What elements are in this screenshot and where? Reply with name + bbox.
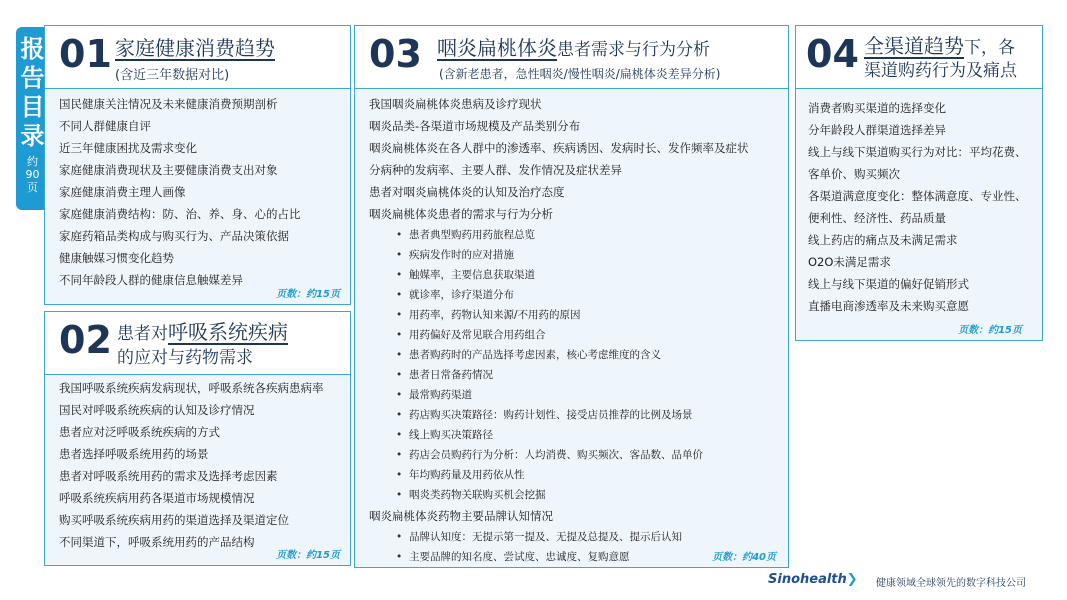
tab-char-4: 录 [20, 122, 45, 150]
list-item: 家庭药箱品类构成与购买行为、产品决策依据 [59, 229, 289, 243]
list-item: 咽炎扁桃体炎药物主要品牌认知情况 [369, 509, 553, 523]
list-subitem: • 主要品牌的知名度、尝试度、忠诚度、复购意愿 [355, 547, 788, 567]
section-03-pages: 页数：约40页 [712, 552, 776, 563]
list-item: 便利性、经济性、药品质量 [808, 211, 946, 225]
list-item: 家庭健康消费现状及主要健康消费支出对象 [59, 163, 278, 177]
section-04-header [796, 26, 1042, 88]
list-subitem: • 用药偏好及常见联合用药组合 [355, 325, 788, 345]
section-04-title: 全渠道趋势下，各 [864, 34, 1015, 58]
list-item: 患者选择呼吸系统用药的场景 [59, 447, 209, 461]
list-item: 近三年健康困扰及需求变化 [59, 141, 197, 155]
list-item: 呼吸系统疾病用药各渠道市场规模情况 [59, 491, 255, 505]
section-02-title-line2: 的应对与药物需求 [117, 348, 253, 368]
section-02-card [44, 311, 351, 566]
section-01-pages: 页数：约15页 [276, 289, 340, 300]
list-item: 我国咽炎扁桃体炎患病及诊疗现状 [369, 97, 542, 111]
section-01-card [44, 25, 351, 305]
list-item: 线上药店的痛点及未满足需求 [808, 233, 958, 247]
list-subitem: • 药店会员购药行为分析：人均消费、购买频次、客品数、品单价 [355, 445, 788, 465]
tab-char-3: 目 [20, 93, 45, 121]
sinohealth-logo: Sinohealth❯ [768, 572, 858, 587]
list-subitem: • 患者典型购药用药旅程总览 [355, 225, 788, 245]
list-item: 分年龄段人群渠道选择差异 [808, 123, 946, 137]
tab-char-1: 报 [20, 35, 45, 63]
section-01-number: 01 [59, 32, 112, 76]
list-item: O2O未满足需求 [808, 255, 891, 269]
list-item: 不同年龄段人群的健康信息触媒差异 [59, 273, 243, 287]
list-item: 咽炎扁桃体炎在各人群中的渗透率、疾病诱因、发病时长、发作频率及症状 [369, 141, 749, 155]
list-item: 购买呼吸系统疾病用药的渠道选择及渠道定位 [59, 513, 289, 527]
section-03-subtitle: (含新老患者，急性咽炎/慢性咽炎/扁桃体炎差异分析) [439, 67, 721, 81]
list-item: 患者应对泛呼吸系统疾病的方式 [59, 425, 220, 439]
section-02-header [45, 312, 350, 374]
list-item: 咽炎扁桃体炎患者的需求与行为分析 [369, 207, 553, 221]
list-item: 患者对呼吸系统用药的需求及选择考虑因素 [59, 469, 278, 483]
list-item: 不同渠道下，呼吸系统用药的产品结构 [59, 535, 255, 549]
list-item: 不同人群健康自评 [59, 119, 151, 133]
section-03-title: 咽炎扁桃体炎患者需求与行为分析 [437, 36, 710, 60]
list-subitem: • 最常购药渠道 [355, 385, 788, 405]
list-subitem: • 年均购药量及用药依从性 [355, 465, 788, 485]
section-01-subtitle: (含近三年数据对比) [115, 68, 230, 83]
list-item: 患者对咽炎扁桃体炎的认知及治疗态度 [369, 185, 565, 199]
logo-chevron-icon: ❯ [846, 572, 858, 587]
list-item: 家庭健康消费结构：防、治、养、身、心的占比 [59, 207, 301, 221]
list-subitem: • 用药率，药物认知来源/不用药的原因 [355, 305, 788, 325]
list-subitem: • 就诊率，诊疗渠道分布 [355, 285, 788, 305]
section-04-pages: 页数：约15页 [958, 325, 1022, 336]
section-02-title: 患者对呼吸系统疾病 [117, 320, 288, 344]
section-02-pages: 页数：约15页 [276, 550, 340, 561]
section-04-card [795, 25, 1043, 341]
section-03-list [355, 88, 788, 567]
section-01-header [45, 26, 350, 88]
section-01-list [45, 88, 350, 304]
company-tagline: 健康领域全球领先的数字科技公司 [876, 578, 1026, 589]
section-04-number: 04 [806, 32, 859, 76]
section-04-list [796, 88, 1042, 340]
list-subitem: • 患者购药时的产品选择考虑因素，核心考虑维度的含义 [355, 345, 788, 365]
list-subitem: • 线上购买决策路径 [355, 425, 788, 445]
list-item: 分病种的发病率、主要人群、发作情况及症状差异 [369, 163, 622, 177]
section-04-title-line2: 渠道购药行为及痛点 [864, 61, 1017, 81]
list-subitem: • 触媒率，主要信息获取渠道 [355, 265, 788, 285]
list-item: 线上与线下渠道购买行为对比：平均花费、 [808, 145, 1027, 159]
tab-pages-note: 约 90 页 [25, 155, 40, 194]
list-item: 健康触媒习惯变化趋势 [59, 251, 174, 265]
list-item: 消费者购买渠道的选择变化 [808, 101, 946, 115]
list-subitem: • 疾病发作时的应对措施 [355, 245, 788, 265]
list-item: 国民对呼吸系统疾病的认知及诊疗情况 [59, 403, 255, 417]
section-02-number: 02 [59, 318, 112, 362]
section-03-header [355, 26, 788, 88]
list-subitem: • 药店购买决策路径：购药计划性、接受店员推荐的比例及场景 [355, 405, 788, 425]
tab-char-2: 告 [20, 64, 45, 92]
list-item: 客单价、购买频次 [808, 167, 900, 181]
section-03-card [354, 25, 789, 568]
list-item: 咽炎品类-各渠道市场规模及产品类别分布 [369, 119, 581, 133]
list-item: 国民健康关注情况及未来健康消费预期剖析 [59, 97, 278, 111]
section-02-list [45, 374, 350, 565]
list-subitem: • 品牌认知度：无提示第一提及、无提及总提及、提示后认知 [355, 527, 788, 547]
section-01-title: 家庭健康消费趋势 [115, 36, 275, 60]
list-item: 线上与线下渠道的偏好促销形式 [808, 277, 969, 291]
list-item: 家庭健康消费主理人画像 [59, 185, 186, 199]
list-item: 直播电商渗透率及未来购买意愿 [808, 299, 969, 313]
list-subitem: • 咽炎类药物关联购买机会挖掘 [355, 485, 788, 505]
list-subitem: • 患者日常备药情况 [355, 365, 788, 385]
section-03-number: 03 [369, 32, 422, 76]
list-item: 各渠道满意度变化：整体满意度、专业性、 [808, 189, 1027, 203]
list-item: 我国呼吸系统疾病发病现状，呼吸系统各疾病患病率 [59, 381, 324, 395]
